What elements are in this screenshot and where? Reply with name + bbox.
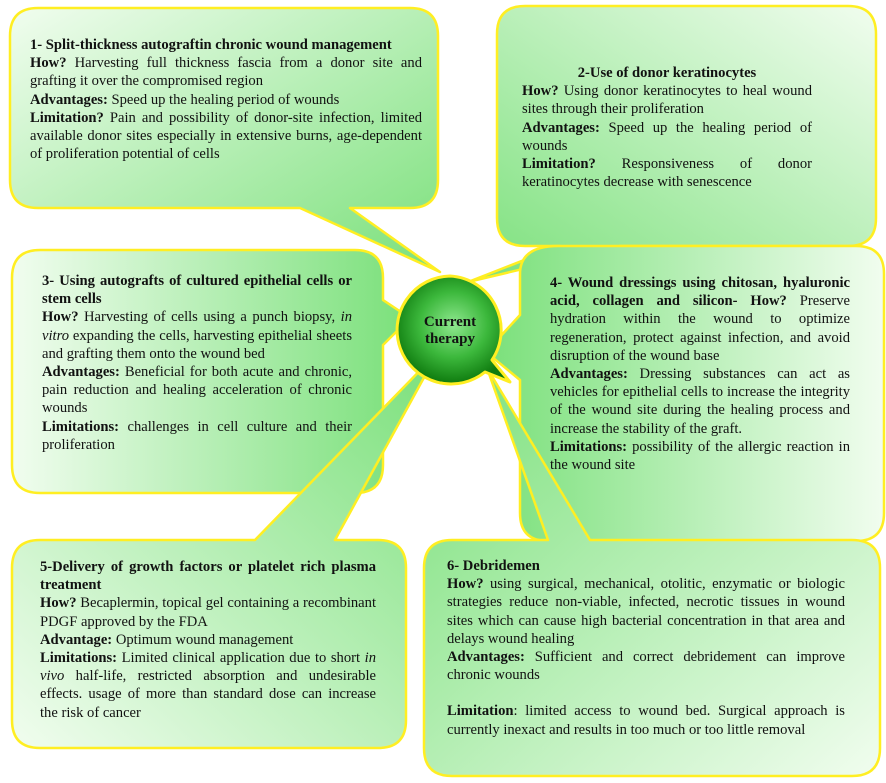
how-label: How?	[40, 595, 77, 612]
advantages-label: Advantages:	[522, 119, 600, 136]
limitation-label: Limitation?	[30, 109, 104, 126]
box-title: 5-Delivery of growth factors or platelet rich plasma treatment	[40, 559, 376, 594]
limitation-label: Limitations:	[40, 650, 118, 667]
box-title: 6- Debridemen	[447, 558, 540, 574]
advantages-text: Speed up the healing period of wounds	[522, 119, 812, 154]
limitation-text-b: half-life, restricted absorption and undesirable effects. usage of more than standard dose can increase the risk of cancer	[40, 668, 376, 721]
how-label: How?	[30, 55, 67, 72]
how-label: How?	[42, 309, 79, 326]
therapy-box-donor-keratinocytes	[522, 64, 812, 191]
limitation-text: Responsiveness of donor keratinocytes decrease with senescence	[522, 156, 812, 191]
how-text: Becaplermin, topical gel containing a recombinant PDGF approved by the FDA	[40, 595, 376, 630]
advantages-label: Advantages:	[42, 364, 120, 381]
how-text: using surgical, mechanical, otolitic, enzymatic or biologic strategies reduce non-viable, infected, necrotic tissues in wound sites which can cause high bacterial concentration in that area and delays wound healing	[447, 576, 845, 647]
box-advantages	[42, 363, 352, 418]
limitation-text: : limited access to wound bed. Surgical approach is currently inexact and results in too much or too little removal	[447, 703, 845, 738]
box-how	[40, 594, 376, 630]
box-advantages	[522, 119, 812, 155]
box-title: 3- Using autografts of cultured epithelial cells or stem cells	[42, 273, 352, 308]
advantages-text: Speed up the healing period of wounds	[111, 91, 340, 108]
advantages-label: Advantages:	[447, 649, 525, 666]
box-title-how	[550, 274, 850, 365]
box-limitation	[40, 649, 376, 722]
therapy-box-growth-factors	[40, 558, 376, 722]
advantages-text: Sufficient and correct debridement can improve chronic wounds	[447, 649, 845, 684]
box-advantages	[40, 631, 376, 649]
box-advantages	[30, 91, 422, 109]
how-text-b: expanding the cells, harvesting epithelial sheets and grafting them onto the wound bed	[42, 327, 352, 362]
box-how	[447, 575, 845, 648]
how-label: How?	[447, 576, 484, 593]
advantages-text: Optimum wound management	[115, 631, 294, 648]
how-label: How?	[522, 83, 559, 100]
limitation-label: Limitations:	[550, 438, 628, 455]
center-label-line1: Current	[423, 314, 477, 330]
limitation-label: Limitation?	[522, 156, 596, 173]
advantages-text: Beneficial for both acute and chronic, pain reduction and healing acceleration of chronic wounds	[42, 364, 352, 417]
box-how	[30, 54, 422, 90]
box-limitation	[550, 438, 850, 474]
how-text: Harvesting full thickness fascia from a donor site and grafting it over the compromised region	[30, 55, 422, 90]
limitation-label: Limitation	[447, 703, 514, 720]
limitation-text-italic: in vivo	[40, 650, 376, 685]
center-node-label	[400, 296, 500, 366]
box-limitation	[447, 702, 845, 738]
therapy-box-debridement	[447, 557, 845, 739]
how-text-italic: in vitro	[42, 309, 352, 344]
advantages-text: Dressing substances can act as vehicles for epithelial cells to increase the integrity of the wound site during the healing process and increase the stability of the graft.	[550, 366, 850, 437]
limitation-text: challenges in cell culture and their proliferation	[42, 418, 352, 453]
limitation-text: possibility of the allergic reaction in the wound site	[550, 438, 850, 474]
limitation-text-a: Limited clinical application due to short	[121, 650, 361, 667]
box-how	[42, 308, 352, 363]
box-how	[522, 82, 812, 118]
therapy-box-cultured-epithelial	[42, 272, 352, 454]
how-text: Using donor keratinocytes to heal wound sites through their proliferation	[522, 83, 812, 118]
therapy-box-split-thickness	[30, 36, 422, 163]
how-text-a: Harvesting of cells using a punch biopsy,	[83, 309, 336, 326]
box-title: 4- Wound dressings using chitosan, hyaluronic acid, collagen and silicon- How?	[550, 275, 850, 310]
box-advantages	[550, 365, 850, 438]
advantages-label: Advantage:	[40, 631, 113, 648]
box-limitation	[42, 418, 352, 454]
box-title: 2-Use of donor keratinocytes	[577, 65, 757, 81]
box-title: 1- Split-thickness autograftin chronic wound management	[30, 37, 392, 53]
how-text: Preserve hydration within the wound to optimize regeneration, protect against infection, and avoid disruption of the wound base	[550, 293, 850, 364]
box-limitation	[522, 155, 812, 191]
center-label-line2: therapy	[425, 331, 475, 347]
limitation-text: Pain and possibility of donor-site infection, limited available donor sites especially in extensive burns, age-dependent of proliferation potential of cells	[30, 109, 422, 163]
limitation-label: Limitations:	[42, 418, 120, 435]
box-limitation	[30, 109, 422, 164]
box-advantages	[447, 648, 845, 684]
advantages-label: Advantages:	[550, 366, 628, 383]
advantages-label: Advantages:	[30, 91, 108, 108]
therapy-box-wound-dressings	[550, 274, 850, 474]
spacer	[447, 684, 845, 702]
